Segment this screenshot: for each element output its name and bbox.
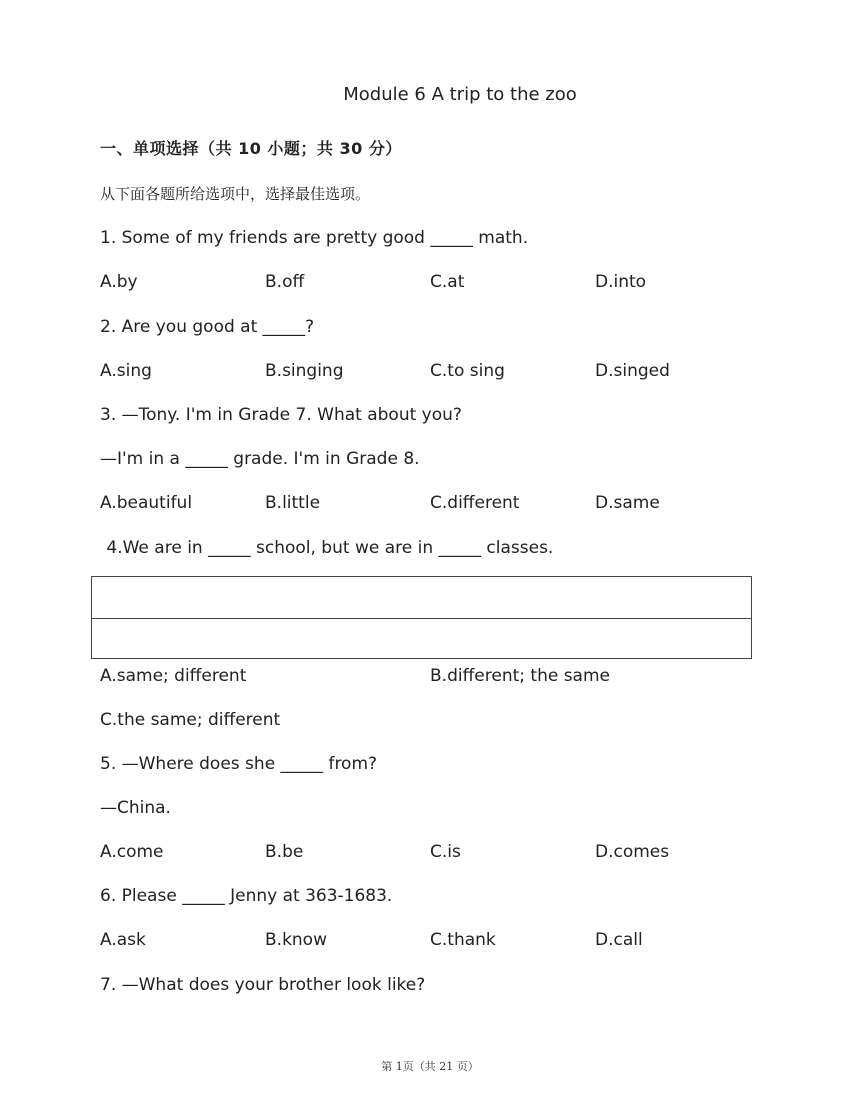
question-5-option-d: D.comes — [595, 842, 670, 862]
question-1-option-d: D.into — [595, 272, 647, 292]
question-5-option-c: C.is — [430, 842, 461, 862]
question-7-stem: 7. —What does your brother look like? — [100, 975, 426, 995]
question-2-option-b: B.singing — [265, 361, 344, 381]
section-heading: 一、单项选择（共 10 小题；共 30 分） — [100, 139, 402, 158]
question-1-option-b: B.off — [265, 272, 305, 292]
question-3-option-c: C.different — [430, 493, 520, 513]
question-1-option-c: C.at — [430, 272, 465, 292]
question-3-option-d: D.same — [595, 493, 660, 513]
question-1-option-a: A.by — [100, 272, 138, 292]
question-6-stem: 6. Please _____ Jenny at 363-1683. — [100, 886, 393, 906]
question-4-option-b: B.different; the same — [430, 666, 610, 686]
question-4-option-c: C.the same; different — [100, 710, 281, 730]
question-6-option-c: C.thank — [430, 930, 496, 950]
question-5-option-b: B.be — [265, 842, 304, 862]
question-5-stem: 5. —Where does she _____ from? — [100, 754, 378, 774]
question-2-option-a: A.sing — [100, 361, 152, 381]
page-title: Module 6 A trip to the zoo — [343, 84, 577, 105]
question-2-stem: 2. Are you good at _____? — [100, 317, 315, 337]
question-2-option-d: D.singed — [595, 361, 670, 381]
question-3-stem: 3. —Tony. I'm in Grade 7. What about you? — [100, 405, 462, 425]
question-3-stem-line-2: —I'm in a _____ grade. I'm in Grade 8. — [100, 449, 420, 469]
question-4-stem: 4.We are in _____ school, but we are in _____ classes. — [101, 538, 554, 558]
question-5-option-a: A.come — [100, 842, 164, 862]
question-3-option-b: B.little — [265, 493, 321, 513]
question-3-option-a: A.beautiful — [100, 493, 193, 513]
question-6-option-b: B.know — [265, 930, 327, 950]
question-6-option-a: A.ask — [100, 930, 146, 950]
answer-table — [91, 576, 752, 659]
answer-table-divider — [92, 618, 751, 619]
question-4-option-a: A.same; different — [100, 666, 247, 686]
question-1-stem: 1. Some of my friends are pretty good _____ math. — [100, 228, 529, 248]
question-6-option-d: D.call — [595, 930, 643, 950]
question-5-stem-line-2: —China. — [100, 798, 171, 818]
question-2-option-c: C.to sing — [430, 361, 505, 381]
page-footer: 第 1页（共 21 页） — [381, 1060, 479, 1073]
instruction-text: 从下面各题所给选项中，选择最佳选项。 — [100, 185, 371, 203]
